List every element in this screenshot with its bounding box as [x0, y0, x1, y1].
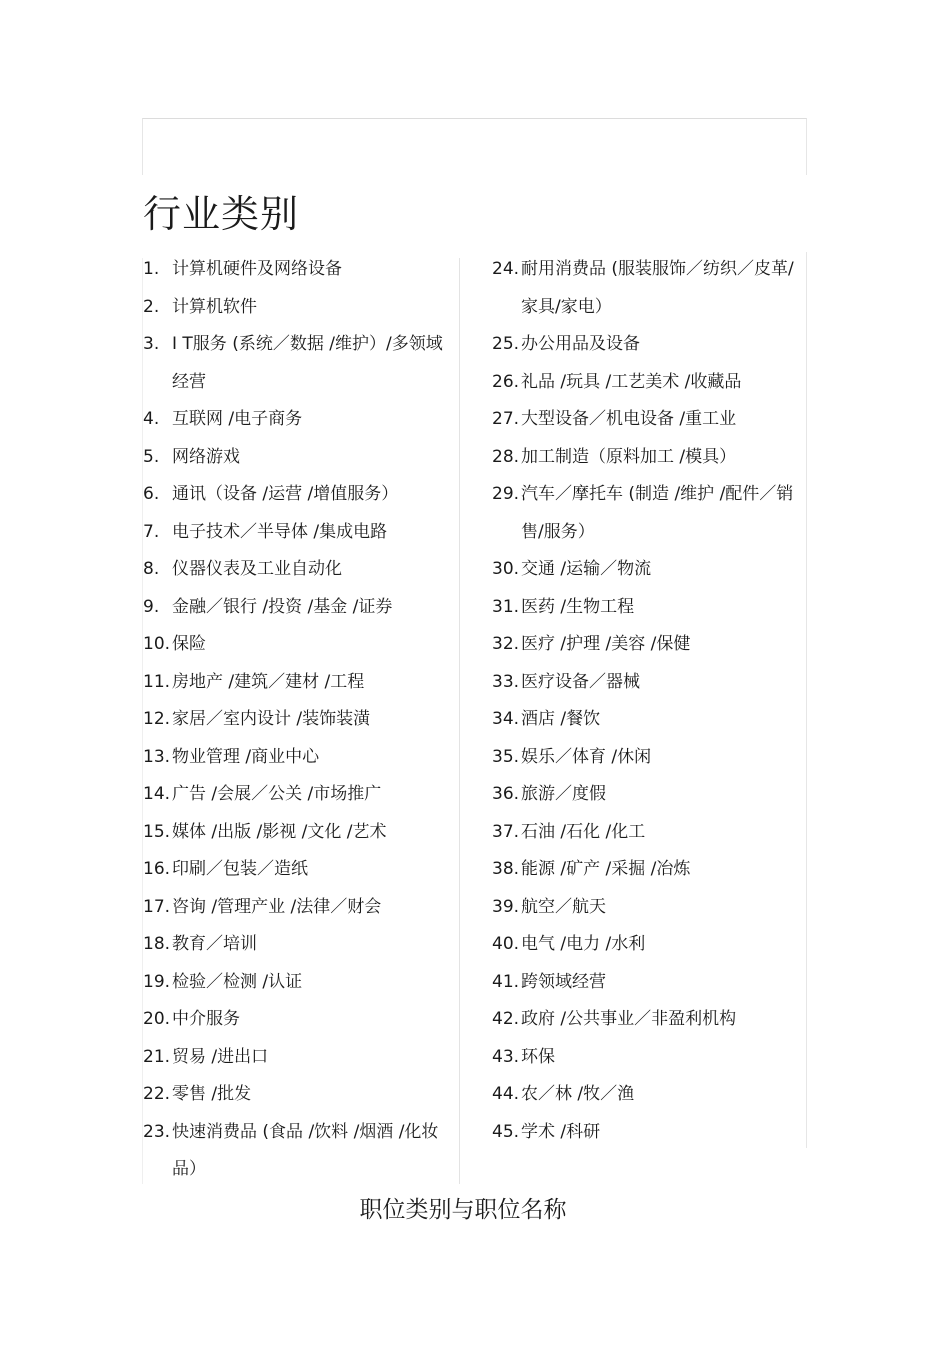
list-item	[143, 776, 459, 814]
item-number: 3.	[143, 334, 160, 354]
list-item	[492, 851, 802, 889]
item-text: 娱乐／体育 /休闲	[521, 746, 652, 767]
list-item	[143, 664, 459, 702]
item-text: 学术 /科研	[521, 1121, 601, 1142]
list-item	[492, 926, 802, 964]
item-number: 24.	[492, 259, 520, 279]
item-number: 41.	[492, 971, 520, 992]
item-text: 礼品 /玩具 /工艺美术 /收藏品	[521, 371, 742, 392]
list-item	[492, 364, 802, 402]
item-text: 汽车／摩托车 (制造 /维护 /配件／销售/服务）	[521, 484, 794, 542]
item-number: 43.	[492, 1046, 520, 1067]
item-text: 航空／航天	[521, 896, 606, 917]
item-number: 23.	[143, 1121, 171, 1142]
list-item	[492, 964, 802, 1002]
list-item	[492, 889, 802, 927]
list-item	[143, 326, 459, 401]
item-text: 大型设备／机电设备 /重工业	[521, 409, 737, 429]
item-text: 加工制造（原料加工 /模具）	[521, 446, 737, 467]
list-item	[492, 476, 802, 551]
list-item	[143, 401, 459, 439]
item-text: 家居／室内设计 /装饰装潢	[172, 709, 371, 729]
list-item	[492, 401, 802, 439]
item-text: 金融／银行 /投资 /基金 /证券	[172, 596, 393, 617]
item-number: 32.	[492, 634, 520, 654]
item-number: 7.	[143, 521, 160, 542]
item-text: 电子技术／半导体 /集成电路	[172, 521, 388, 542]
item-number: 33.	[492, 671, 520, 692]
item-number: 2.	[143, 296, 160, 317]
list-item	[143, 964, 459, 1002]
item-text: 环保	[521, 1046, 555, 1067]
item-number: 11.	[143, 671, 171, 692]
list-item	[492, 776, 802, 814]
item-text: 石油 /石化 /化工	[521, 821, 646, 842]
item-text: 房地产 /建筑／建材 /工程	[172, 671, 365, 692]
section-heading: 职位类别与职位名称	[359, 1197, 567, 1223]
list-item	[492, 1114, 802, 1152]
list-item	[492, 814, 802, 852]
item-text: 教育／培训	[172, 934, 257, 954]
item-text: 交通 /运输／物流	[521, 559, 652, 579]
item-text: 农／林 /牧／渔	[521, 1084, 635, 1104]
item-text: 政府 /公共事业／非盈利机构	[521, 1009, 737, 1029]
item-number: 16.	[143, 859, 171, 879]
item-number: 18.	[143, 934, 171, 954]
list-item	[143, 1076, 459, 1114]
item-text: 保险	[172, 634, 206, 654]
list-item	[492, 1001, 802, 1039]
item-number: 1.	[143, 259, 160, 279]
list-item	[143, 626, 459, 664]
item-number: 29.	[492, 484, 520, 504]
industry-list-left	[143, 251, 459, 1189]
item-text: 医疗 /护理 /美容 /保健	[521, 634, 691, 654]
list-item	[492, 739, 802, 777]
list-item	[143, 289, 459, 327]
list-item	[492, 589, 802, 627]
item-number: 40.	[492, 934, 520, 954]
item-number: 45.	[492, 1121, 520, 1142]
item-number: 21.	[143, 1046, 171, 1067]
list-item	[492, 664, 802, 702]
item-number: 39.	[492, 896, 520, 917]
item-number: 6.	[143, 484, 160, 504]
list-item	[143, 1001, 459, 1039]
item-text: 计算机软件	[172, 296, 257, 317]
item-number: 30.	[492, 559, 520, 579]
list-item	[492, 551, 802, 589]
list-item	[143, 851, 459, 889]
item-number: 38.	[492, 859, 520, 879]
list-item	[492, 1076, 802, 1114]
item-number: 28.	[492, 446, 520, 467]
item-number: 26.	[492, 371, 520, 392]
list-item	[143, 701, 459, 739]
item-text: 跨领域经营	[521, 971, 606, 992]
item-text: I T服务 (系统／数据 /维护）/多领域经营	[172, 334, 443, 392]
item-text: 办公用品及设备	[521, 334, 640, 354]
item-number: 22.	[143, 1084, 171, 1104]
item-number: 9.	[143, 596, 160, 617]
item-text: 医药 /生物工程	[521, 596, 635, 617]
list-item	[492, 439, 802, 477]
item-number: 44.	[492, 1084, 520, 1104]
item-number: 36.	[492, 784, 520, 804]
item-text: 物业管理 /商业中心	[172, 746, 320, 767]
list-item	[143, 251, 459, 289]
item-text: 快速消费品 (食品 /饮料 /烟酒 /化妆品）	[172, 1121, 439, 1179]
item-number: 27.	[492, 409, 520, 429]
list-item	[143, 1039, 459, 1077]
list-item	[143, 926, 459, 964]
item-number: 42.	[492, 1009, 520, 1029]
item-text: 中介服务	[172, 1009, 240, 1029]
item-text: 通讯（设备 /运营 /增值服务）	[172, 484, 399, 504]
item-number: 37.	[492, 821, 520, 842]
header-frame	[142, 118, 807, 175]
item-text: 印刷／包装／造纸	[172, 859, 308, 879]
list-item	[492, 1039, 802, 1077]
right-column-border	[806, 252, 807, 1148]
list-item	[492, 326, 802, 364]
item-number: 8.	[143, 559, 160, 579]
item-number: 17.	[143, 896, 171, 917]
item-number: 12.	[143, 709, 171, 729]
list-item	[492, 626, 802, 664]
item-number: 31.	[492, 596, 520, 617]
list-item	[143, 551, 459, 589]
item-text: 旅游／度假	[521, 784, 606, 804]
list-item	[143, 889, 459, 927]
list-item	[143, 514, 459, 552]
item-number: 10.	[143, 634, 171, 654]
item-number: 25.	[492, 334, 520, 354]
page-title: 行业类别	[143, 192, 300, 236]
item-number: 34.	[492, 709, 520, 729]
item-number: 14.	[143, 784, 171, 804]
list-item	[492, 701, 802, 739]
list-item	[143, 1114, 459, 1189]
list-item	[143, 439, 459, 477]
item-text: 咨询 /管理产业 /法律／财会	[172, 896, 382, 917]
item-text: 媒体 /出版 /影视 /文化 /艺术	[172, 821, 387, 842]
industry-list-right	[492, 251, 802, 1151]
item-text: 医疗设备／器械	[521, 671, 640, 692]
item-text: 检验／检测 /认证	[172, 971, 303, 992]
item-text: 互联网 /电子商务	[172, 409, 303, 429]
item-text: 计算机硬件及网络设备	[172, 259, 342, 279]
item-text: 贸易 /进出口	[172, 1046, 269, 1067]
item-number: 5.	[143, 446, 160, 467]
item-text: 广告 /会展／公关 /市场推广	[172, 784, 382, 804]
item-number: 20.	[143, 1009, 171, 1029]
list-item	[143, 739, 459, 777]
item-text: 能源 /矿产 /采掘 /冶炼	[521, 859, 691, 879]
item-text: 酒店 /餐饮	[521, 709, 601, 729]
column-divider	[459, 258, 460, 1184]
list-item	[492, 251, 802, 326]
item-text: 零售 /批发	[172, 1084, 252, 1104]
item-number: 4.	[143, 409, 160, 429]
list-item	[143, 476, 459, 514]
item-number: 13.	[143, 746, 171, 767]
item-text: 网络游戏	[172, 446, 240, 467]
list-item	[143, 589, 459, 627]
list-item	[143, 814, 459, 852]
item-text: 电气 /电力 /水利	[521, 934, 646, 954]
item-number: 15.	[143, 821, 171, 842]
item-number: 35.	[492, 746, 520, 767]
item-text: 仪器仪表及工业自动化	[172, 559, 342, 579]
item-number: 19.	[143, 971, 171, 992]
item-text: 耐用消费品 (服装服饰／纺织／皮革/家具/家电）	[521, 259, 794, 317]
